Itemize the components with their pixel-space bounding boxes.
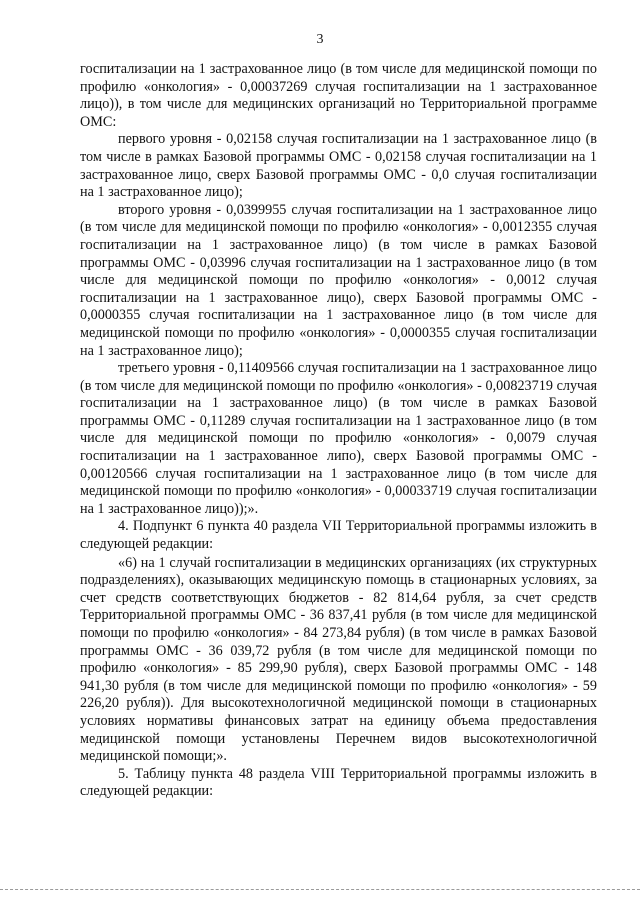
paragraph-item-4: 4. Подпункт 6 пункта 40 раздела VII Территориальной программы изложить в следующей редакции: — [80, 518, 597, 553]
page-number: 3 — [316, 32, 324, 47]
document-body — [80, 61, 597, 801]
paragraph-second-level: второго уровня - 0,0399955 случая госпитализации на 1 застрахованное лицо (в том числе для медицинской помощи по профилю «онкология» - 0,0012355 случая госпитализации на 1 застрахованное лицо) (в том числе в рамках Базовой программы ОМС - 0,03996 случая госпитализации на 1 застрахованное лицо (в том числе для медицинской помощи по профилю «онкология» - 0,0012 случая госпитализации на 1 застрахованное лицо), сверх Базовой программы ОМС - 0,0000355 случая госпитализации на 1 застрахованное лицо (в том числе для медицинской помощи по профилю «онкология» - 0,0000355 случая госпитализации на 1 застрахованное лицо); — [80, 201, 597, 359]
paragraph-continuation: госпитализации на 1 застрахованное лицо (в том числе для медицинской помощи по профилю «онкология» - 0,00037269 случая госпитализации на 1 застрахованное лицо)), в том числе для медицинских организаций но Территориальной программе ОМС: — [80, 61, 597, 130]
scan-bottom-rule — [0, 889, 640, 890]
paragraph-third-level: третьего уровня - 0,11409566 случая госпитализации на 1 застрахованное лицо (в том числе для медицинской помощи по профилю «онкология» - 0,00823719 случая госпитализации на 1 застрахованное лицо) (в том числе в рамках Базовой программы ОМС - 0,11289 случая госпитализации на 1 застрахованное лицо (в том числе для медицинской помощи по профилю «онкология» - 0,0079 случая госпитализации на 1 застрахованное липо), сверх Базовой программы ОМС - 0,00120566 случая госпитализации на 1 застрахованное лицо (в том числе для медицинской помощи по профилю «онкология» - 0,00033719 случая госпитализации на 1 застрахованное лицо));». — [80, 360, 597, 517]
paragraph-first-level: первого уровня - 0,02158 случая госпитализации на 1 застрахованное лицо (в том числе в рамках Базовой программы ОМС - 0,02158 случая госпитализации на 1 застрахованное лицо, сверх Базовой программы ОМС - 0,0 случая госпитализации на 1 застрахованное лицо); — [80, 131, 597, 201]
paragraph-item-5: 5. Таблицу пункта 48 раздела VIII Территориальной программы изложить в следующей редакции: — [80, 765, 597, 800]
paragraph-subitem-6: «6) на 1 случай госпитализации в медицинских организациях (их структурных подразделениях), оказывающих медицинскую помощь в стационарных условиях, за счет средств соответствующих бюджетов - 82 814,64 рубля, за счет средств Территориальной программы ОМС - 36 837,41 рубля (в том числе для медицинской помощи по профилю «онкология» - 84 273,84 рубля) (в том числе в рамках Базовой программы ОМС - 36 039,72 рубля (в том числе для медицинской помощи по профилю «онкология» - 85 299,90 рубля), сверх Базовой программы ОМС - 148 941,30 рубля (в том числе для медицинской помощи по профилю «онкология» - 59 226,20 рубля)). Для высокотехнологичной медицинской помощи в стационарных условиях нормативы финансовых затрат на единицу объема предоставления медицинской помощи установлены Перечнем видов высокотехнологичной медицинской помощи;». — [80, 554, 597, 765]
